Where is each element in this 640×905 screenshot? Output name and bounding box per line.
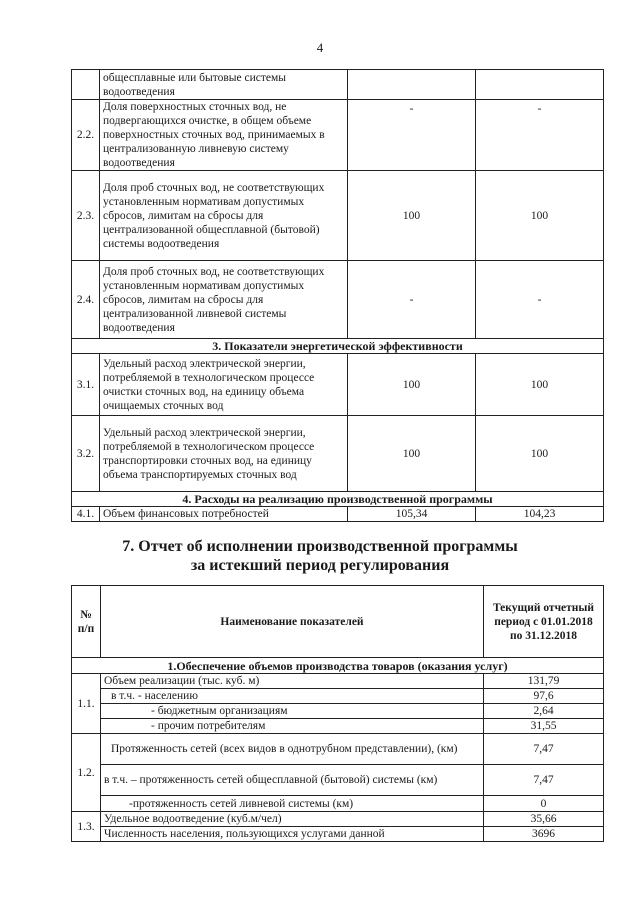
section-row (72, 492, 604, 507)
value-fact: 100 (476, 354, 604, 416)
header-period: Текущий отчетный период с 01.01.2018 по 31.12.2018 (484, 586, 604, 658)
indicator-text: -протяженность сетей ливневой системы (км) (101, 796, 484, 812)
indicator-text: в т.ч. - населению (101, 689, 484, 704)
value-plan: 100 (348, 354, 476, 416)
indicator-value: 0 (484, 796, 604, 812)
indicator-text: Протяженность сетей (всех видов в однотрубном представлении), (км) (101, 734, 484, 765)
value-fact: 104,23 (476, 507, 604, 522)
table-row (72, 70, 604, 100)
indicator-text: Численность населения, пользующихся услугами данной (101, 827, 484, 842)
row-number: 1.1. (72, 674, 101, 734)
heading-line-1: 7. Отчет об исполнении производственной программы (122, 538, 518, 555)
table-row (72, 674, 604, 689)
header-row (72, 586, 604, 658)
section-title: 1.Обеспечение объемов производства товаров (оказания услуг) (72, 658, 604, 674)
indicator-value: 7,47 (484, 734, 604, 765)
section-heading (0, 537, 640, 575)
row-number: 2.4. (72, 261, 100, 339)
table-row (72, 812, 604, 827)
table-row (72, 416, 604, 492)
indicator-text: Доля поверхностных сточных вод, не подвергающихся очистке, в общем объеме поверхностных сточных вод, принимаемых в централизованную ливневую систему водоотведения (100, 100, 348, 171)
table-row (72, 100, 604, 171)
indicator-text: общесплавные или бытовые системы водоотведения (100, 70, 348, 100)
row-number: 1.2. (72, 734, 101, 812)
row-number: 3.1. (72, 354, 100, 416)
table-row (72, 719, 604, 734)
indicator-value: 31,55 (484, 719, 604, 734)
indicator-value: 97,6 (484, 689, 604, 704)
value-plan: 105,34 (348, 507, 476, 522)
table-row (72, 261, 604, 339)
indicator-text: Доля проб сточных вод, не соответствующих установленным нормативам допустимых сбросов, лимитам на сбросы для централизованной ливневой системы водоотведения (100, 261, 348, 339)
indicator-text: Удельный расход электрической энергии, потребляемой в технологическом процессе транспортировки сточных вод, на единицу объема транспортируемых сточных вод (100, 416, 348, 492)
table-row (72, 689, 604, 704)
indicator-text: Объем реализации (тыс. куб. м) (101, 674, 484, 689)
row-number: 1.3. (72, 812, 101, 842)
row-number: 2.2. (72, 100, 100, 171)
row-number: 3.2. (72, 416, 100, 492)
value-plan: 100 (348, 416, 476, 492)
indicator-value: 3696 (484, 827, 604, 842)
indicator-value: 35,66 (484, 812, 604, 827)
section-row (72, 339, 604, 354)
indicator-value: 131,79 (484, 674, 604, 689)
indicator-text: - прочим потребителям (101, 719, 484, 734)
section-row (72, 658, 604, 674)
page-number: 4 (316, 40, 324, 55)
table-row (72, 704, 604, 719)
value-plan: - (348, 100, 476, 171)
header-number: № п/п (72, 586, 101, 658)
indicator-text: в т.ч. – протяженность сетей общесплавной (бытовой) системы (км) (101, 765, 484, 796)
table-row (72, 171, 604, 261)
section-title: 4. Расходы на реализацию производственной программы (72, 492, 604, 507)
heading-line-2: за истекший период регулирования (190, 557, 450, 574)
table-row (72, 827, 604, 842)
value-fact: 100 (476, 171, 604, 261)
indicator-value: 2,64 (484, 704, 604, 719)
value-fact: 100 (476, 416, 604, 492)
table-row (72, 354, 604, 416)
indicator-text: Удельное водоотведение (куб.м/чел) (101, 812, 484, 827)
table-row (72, 507, 604, 522)
row-number: 2.3. (72, 171, 100, 261)
indicator-text: Удельный расход электрической энергии, потребляемой в технологическом процессе очистки сточных вод, на единицу объема очищаемых сточных вод (100, 354, 348, 416)
value-fact: - (476, 100, 604, 171)
indicator-text: Объем финансовых потребностей (100, 507, 348, 522)
table-row (72, 796, 604, 812)
value-plan: - (348, 261, 476, 339)
value-plan: 100 (348, 171, 476, 261)
indicator-value: 7,47 (484, 765, 604, 796)
row-number: 4.1. (72, 507, 100, 522)
section-title: 3. Показатели энергетической эффективности (72, 339, 604, 354)
indicators-table-continued (71, 69, 604, 522)
indicator-text: Доля проб сточных вод, не соответствующих установленным нормативам допустимых сбросов, лимитам на сбросы для централизованной общесплавной (бытовой) системы водоотведения (100, 171, 348, 261)
table-row (72, 765, 604, 796)
report-table (71, 585, 604, 842)
header-name: Наименование показателей (101, 586, 484, 658)
indicator-text: - бюджетным организациям (101, 704, 484, 719)
value-fact: - (476, 261, 604, 339)
table-row (72, 734, 604, 765)
